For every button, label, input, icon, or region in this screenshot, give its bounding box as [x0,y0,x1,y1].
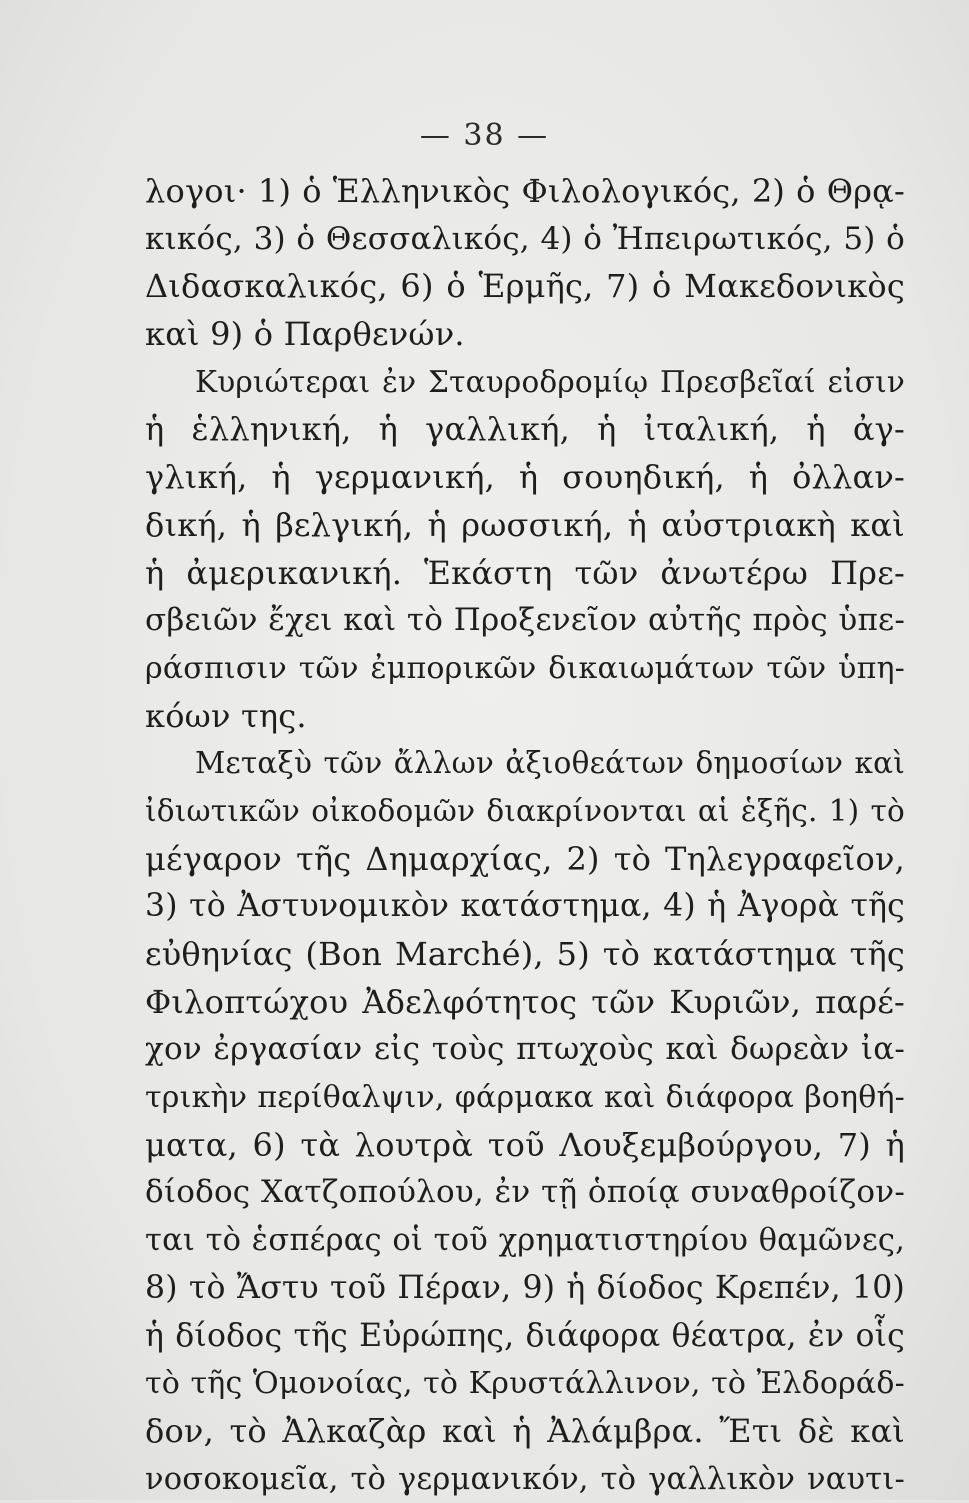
text-line: κόων της. [145,696,307,735]
text-line: 3) τὸ Ἀστυνομικὸν κατάστημα, 4) ἡ Ἀγορὰ τῆς [145,888,905,925]
text-line: κικός, 3) ὁ Θεσσαλικός, 4) ὁ Ἠπειρωτικός, 5) ὁ [145,220,905,257]
text-line: χον ἐργασίαν εἰς τοὺς πτωχοὺς καὶ δωρεὰν ἰα- [145,1031,905,1068]
text-line: τρικὴν περίθαλψιν, φάρμακα καὶ διάφορα βοηθή- [145,1080,905,1116]
text-line: μέγαρον τῆς Δημαρχίας, 2) τὸ Τηλεγραφεῖον, [145,839,905,878]
text-line: ράσπισιν τῶν ἐμπορικῶν δικαιωμάτων τῶν ὑπη- [145,650,905,686]
text-line: Φιλοπτώχου Ἀδελφότητος τῶν Κυριῶν, παρέ- [145,982,905,1021]
body-text [145,168,905,1503]
text-line: σβειῶν ἔχει καὶ τὸ Προξενεῖον αὐτῆς πρὸς ὑπε- [145,602,905,639]
page-number: — 38 — [419,118,550,153]
text-line: ἡ δίοδος τῆς Εὐρώπης, διάφορα θέατρα, ἐν οἷς [145,1317,905,1354]
text-line: Διδασκαλικός, 6) ὁ Ἑρμῆς, 7) ὁ Μακεδονικὸς [145,267,905,306]
text-line: δική, ἡ βελγική, ἡ ρωσσική, ἡ αὐστριακὴ καὶ [145,505,905,544]
text-line: ματα, 6) τὰ λουτρὰ τοῦ Λουξεμβούργου, 7) ἡ [145,1125,905,1164]
text-line: 8) τὸ Ἄστυ τοῦ Πέραν, 9) ἡ δίοδος Κρεπέν, 10) [145,1269,905,1306]
text-line: δον, τὸ Ἀλκαζὰρ καὶ ἡ Ἀλάμβρα. Ἔτι δὲ καὶ [145,1411,905,1450]
text-line: δίοδος Χατζοπούλου, ἐν τῇ ὁποίᾳ συναθροίζον- [145,1174,905,1211]
text-line: εὐθηνίας (Bon Marché), 5) τὸ κατάστημα τῆς [145,935,905,973]
text-line: λογοι· 1) ὁ Ἑλληνικὸς Φιλολογικός, 2) ὁ Θρᾳ- [145,172,905,210]
text-line: ἡ ἑλληνική, ἡ γαλλική, ἡ ἰταλική, ἡ ἀγ- [145,410,905,449]
text-line: νοσοκομεῖα, τὸ γερμανικόν, τὸ γαλλικὸν ναυτι- [145,1461,905,1497]
text-line: Κυριώτεραι ἐν Σταυροδρομίῳ Πρεσβεῖαί εἰσιν [195,364,905,399]
text-line: ἰδιωτικῶν οἰκοδομῶν διακρίνονται αἱ ἑξῆς. 1) τὸ [145,793,905,828]
text-line: καὶ 9) ὁ Παρθενών. [145,315,465,354]
text-line: τὸ τῆς Ὁμονοίας, τὸ Κρυστάλλινον, τὸ Ἐλδοράδ- [145,1366,905,1402]
text-line: ται τὸ ἑσπέρας οἱ τοῦ χρηματιστηρίου θαμῶνες, [145,1223,905,1259]
text-line: ἡ ἀμερικανική. Ἑκάστη τῶν ἀνωτέρω Πρε- [145,553,905,592]
text-line: Μεταξὺ τῶν ἄλλων ἀξιοθεάτων δημοσίων καὶ [195,746,905,781]
text-line: γλική, ἡ γερμανική, ἡ σουηδική, ἡ ὀλλαν- [145,458,905,497]
